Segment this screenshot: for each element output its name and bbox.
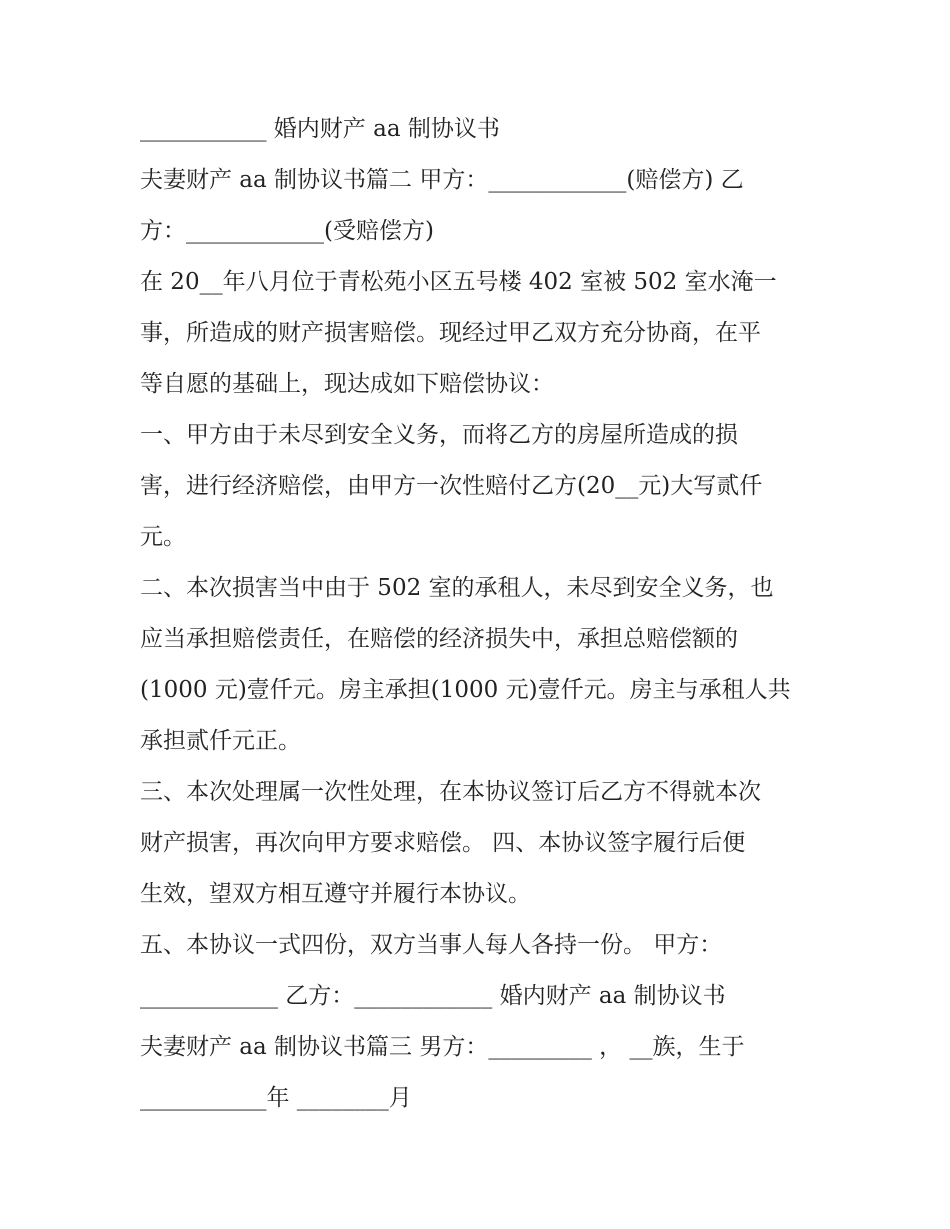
document-line: 夫妻财产 aa 制协议书篇二 甲方：____________(赔偿方) 乙	[140, 167, 744, 193]
document-line: (1000 元)壹仟元。房主承担(1000 元)壹仟元。房主与承租人共	[140, 677, 791, 703]
document-line: 元。	[140, 524, 186, 550]
document-line: ___________ 婚内财产 aa 制协议书	[140, 116, 500, 142]
document-line: ___________年 ________月	[140, 1085, 412, 1111]
document-line: 在 20__年八月位于青松苑小区五号楼 402 室被 502 室水淹一	[140, 269, 777, 295]
document-body	[140, 104, 820, 1124]
document-line: 害，进行经济赔偿，由甲方一次性赔付乙方(20__元)大写贰仟	[140, 473, 763, 499]
document-line: 生效，望双方相互遵守并履行本协议。	[140, 881, 531, 907]
document-line: 夫妻财产 aa 制协议书篇三 男方：_________ ， __族，生于	[140, 1034, 745, 1060]
document-line: 一、甲方由于未尽到安全义务，而将乙方的房屋所造成的损	[140, 422, 738, 448]
document-line: 五、本协议一式四份，双方当事人每人各持一份。 甲方：	[140, 932, 723, 958]
document-line: 二、本次损害当中由于 502 室的承租人，未尽到安全义务，也	[140, 575, 774, 601]
document-line: 三、本次处理属一次性处理，在本协议签订后乙方不得就本次	[140, 779, 761, 805]
document-line: 事，所造成的财产损害赔偿。现经过甲乙双方充分协商，在平	[140, 320, 761, 346]
document-line: ____________ 乙方：____________ 婚内财产 aa 制协议书	[140, 983, 726, 1009]
document-line: 财产损害，再次向甲方要求赔偿。 四、本协议签字履行后便	[140, 830, 746, 856]
document-line: 等自愿的基础上，现达成如下赔偿协议：	[140, 371, 554, 397]
document-line: 应当承担赔偿责任，在赔偿的经济损失中，承担总赔偿额的	[140, 626, 738, 652]
document-line: 方：____________(受赔偿方)	[140, 218, 434, 244]
document-line: 承担贰仟元正。	[140, 728, 301, 754]
